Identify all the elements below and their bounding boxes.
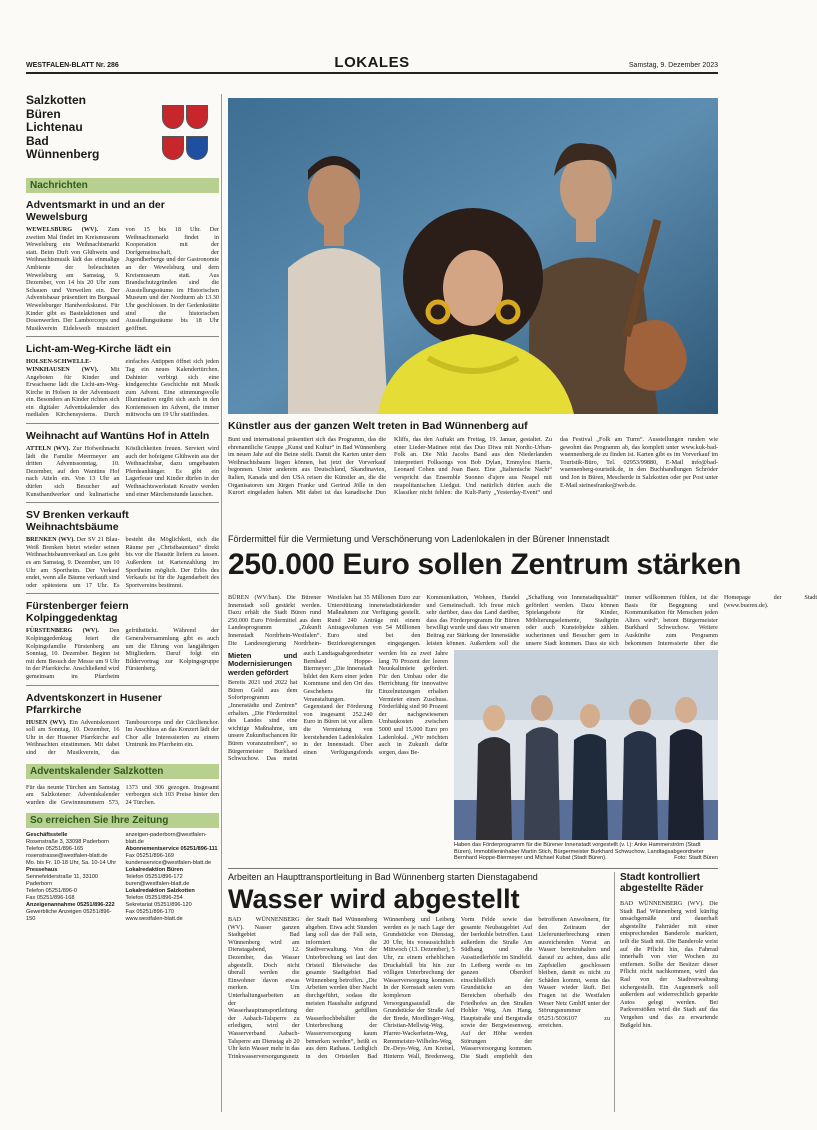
news-headline: Adventsmarkt in und an der Wewelsburg [26, 199, 165, 223]
imprint-line: Abonnementservice 05251/896-111 [125, 846, 218, 853]
advent-text: Für das neunte Türchen am Samstag am Salzkotener Adventskalender wurden die Gewinnnummern 573, 1373 und 306 gezogen. Insgesamt verborgen sich 103 Preise hinter den 24 Türchen. [26, 783, 219, 806]
imprint-line: Lokalredaktion Büren [125, 867, 184, 874]
news-text: Der SV 21 Blau-Weiß Brenken bietet wieder seinen Weihnachtsbaumverkauf an. Los geht es am Samstag, 9. Dezember, um 10 Uhr am Sportheim. Der Verkauf endet, wenn alle Bäume verkauft sind oder spätestens um 17 Uhr. Es besteht die Möglichkeit, sich die Räume per „Christbaumtaxi“ direkt bis vor die Haustür liefern zu lassen. Außerdem ist Kartenzahlung im Sportheim möglich. Der Erlös des Verkaufs ist für die Jugendarbeit des Sportvereins bestimmt. [26, 536, 219, 589]
coat-of-arms-icon [162, 136, 184, 160]
imprint-line: Telefon 05251/896-172 [125, 874, 183, 881]
story4 [620, 872, 718, 1029]
column-divider [221, 94, 222, 1112]
story2-kicker: Fördermittel für die Vermietung und Verschönerung von Ladenlokalen in der Bürener Innenstadt [228, 534, 610, 544]
news-headline: Fürstenberger feiern Kolpinggedenktag [26, 600, 129, 625]
imprint-line: Fax 05251/896-168 [26, 895, 75, 902]
story2 [228, 594, 817, 862]
imprint-line: anzeigen-paderborn@westfalen-blatt.de [125, 832, 207, 846]
imprint-line: Lokalredaktion Salzkotten [125, 888, 195, 895]
imprint-line: www.westfalen-blatt.de [125, 916, 183, 923]
news-headline: Adventskonzert in Husener Pfarrkirche [26, 691, 162, 716]
imprint-line: kundenservice@westfalen-blatt.de [125, 860, 212, 867]
story2-headline: 250.000 Euro sollen Zentrum stärken [228, 548, 742, 581]
news-headline: SV Brenken verkauft Weihnachtsbäume [26, 509, 129, 534]
photo-caption-headline: Künstler aus der ganzen Welt treten in Bad Wünnenberg auf [228, 420, 528, 432]
story2-left-columns [228, 650, 448, 763]
musicians-photo-illustration [228, 98, 718, 414]
section-label-news: Nachrichten [26, 178, 219, 193]
news-item [26, 692, 219, 757]
town-list [26, 94, 219, 164]
imprint-line: Telefon 05251/896-254 [125, 895, 183, 902]
news-text: Zum zweiten Mal findet im Kreismuseum Wewelsburg ein Weihnachtsmarkt statt. Beim Duft von Glühwein und Weihnachtsmusik lädt das einmalige Ambiente der beleuchteten Wewelsburg am Samstag, 9. Dezember, von 14 bis 20 Uhr zum Schauen und Verweilen ein. Der Adventsbasar präsentiert im Burgsaal Wewelsburger Handwerkskunst. Für Kinder gibt es Bastelaktionen und Dosenwerfen. Der Lamborcorps und Musikverein Eidelsweib musiziert von 15 bis 18 Uhr. Der Weihnachtsmarkt findet in Kooperation mit der Dorfgemeinschaft, der Jugendherberge und der Gastronomie an der Wewelsburg und dem Kreismuseum statt. Aus Brandschutzgründen sind die Ausstellungsräume im Historischen Museum und der Nordturm ab 13.30 Uhr geschlossen. In der Gedenkstätte sind die historischen Ausstellungsräume bis 18 Uhr geöffnet. [26, 226, 219, 332]
imprint-line: Gewerbliche Anzeigen 05251/896-150 [26, 909, 112, 923]
dateline: HOLSEN-SCHWELLE-WINKHAUSEN (WV). [26, 358, 99, 373]
news-item [26, 600, 219, 685]
left-sidebar [26, 94, 219, 1114]
news-item [26, 509, 219, 594]
dateline: ATTELN (WV). [26, 445, 71, 453]
news-item [26, 430, 219, 503]
divider [26, 336, 219, 337]
imprint-line: Telefon 05251/896-165 [26, 846, 84, 853]
news-text: Ein Adventskonzert soll am Sonntag, 10. Dezember, 16 Uhr in der Husener Pfarrkirche auf Weihnachten einstimmen. Mit dabei sind der Musikverein, das Tambourcorps und der Cäcilienchor. Im Anschluss an das Konzert lädt der Chor alle Interessierten zu einem Umtrunk ins Pfarrheim ein. [26, 718, 219, 756]
town-name: Bad [26, 133, 49, 148]
caption-text: Haben das Förderprogramm für die Bürener Innenstadt vorgestellt (v. l.): Anke Hammerström (Stadt Büren), Immobilieninhaber Martin Stich, Bürgermeister Burkhard Schwuchow, Landtagsabgeordneter Bernhard Hoppe-Biermeyer und Michael Kubat (Stadt Büren). [454, 842, 704, 862]
group-photo-caption [454, 842, 718, 862]
section-label-contact: So erreichen Sie Ihre Zeitung [26, 813, 219, 828]
news-headline: Weihnacht auf Wantüns Hof in Atteln [26, 430, 210, 443]
dateline: FÜRSTENBERG (WV). [26, 627, 99, 635]
imprint-line: Fax 05251/896-170 [125, 909, 175, 916]
imprint-line: Anzeigenannahme 05251/896-222 [26, 902, 115, 909]
musicians-photo [228, 98, 718, 414]
issue-date: Samstag, 9. Dezember 2023 [628, 62, 718, 69]
coat-of-arms-group [161, 104, 213, 166]
divider [26, 423, 219, 424]
imprint-line: Sennefelderstraße 11, 33100 Paderborn [26, 874, 99, 888]
town-name: Büren [26, 106, 61, 121]
group-photo [454, 650, 718, 840]
story3-kicker: Arbeiten an Haupttransportleitung in Bad Wünnenberg starten Dienstagabend [228, 872, 538, 882]
section-title: LOKALES [334, 54, 410, 71]
divider [26, 502, 219, 503]
dateline: BRENKEN (WV). [26, 536, 75, 544]
story1-text: Bunt und international präsentiert sich das Programm, das die ehrenamtliche Gruppe „Kunst und Kultur“ in Bad Wünnenberg im neuen Jahr auf die Beine stellt. Damit die Karten unter dem Weihnachtsbaum liegen können, hat jetzt der Vorverkauf begonnen. Unter anderem aus Deutschland, Skandinavien, Italien, Kanada und den USA reisen die Künstler an, die die Organisatoren um Jürgen Franke und Gertrud Jölle in den Kurort eingeladen haben. Mit dabei ist das kanadische Duo Kliffs, das den Auftakt am Freitag, 19. Januar, gestaltet. Zu einer Lieder-Matinee reist das Duo Diwa mit Nordic-Urban-Folk an. Die Niki Jacobs Band aus den Niederlanden interpretiert Folksongs von Bob Dylan, Emmylou Harris, Leonard Cohen und Joan Baez. Eine „Italienische Nacht“ verspricht das Ensemble Suonno d'ajere aus Neapel mit neapolitanischen Liedgut. Und natürlich dürfen auch die Klassiker nicht fehlen: die Kult-Party „Yesterday-Event“ und das Festival „Folk am Turm“. Ausstellungen runden wie gewohnt das Programm ab, das komplett unter www.kuk-bad-wuennenberg.de zu finden ist. Karten gibt es im Vorverkauf im Touristik-Büro, Tel. 02953/99880, E-Mail info@bad-wuennenberg-touristik.de, in den Buchhandlungen Schröder und Jon in Büren, Mescherde in Salzkotten oder per Post unter E-Mail steinesfranke@web.de. [228, 436, 718, 497]
photo-credit: Foto: Stadt Büren [674, 855, 718, 862]
imprint-line: Rosenstraße 3, 33098 Paderborn [26, 839, 110, 846]
imprint-line: rosenstrasse@westfalen-blatt.de [26, 853, 108, 860]
imprint-line: buren@westfalen-blatt.de [125, 881, 190, 888]
story2-text-left: Bereits 2021 und 2022 hat Büren Geld aus dem Sofortprogramm „Innenstädte und Zentren“ erhalten. „Die Fördermittel des Landes sind eine wichtige Maßnahme, um unsere Zukunftschancen für Büren voranzutreiben“, so Bürgermeister Burkhard Schwuchow. Das meint auch Landtagsabgeordneter Bernhard Hoppe-Biermeyer: „Die Innenstadt bildet den Kern einer jeden Kommune und den Ort des Geschehens für Veranstaltungen. Gegenstand der Förderung von insgesamt 252.240 Euro in Büren ist vor allem die Vermietung von leerstehenden Ladenlokalen in der Innenstadt. Über einen Verfügungsfonds werden bis zu zwei Jahre lang 70 Prozent der leeren Neuokaltmiete gefördert. Für den Umbau oder die Herrichtung für innovative Einzelnutzungen erhalten Vermieter einen Zuschuss. Förderfähig sind 90 Prozent der nachgewiesenen Umbaukosten zwischen 5000 und 15.000 Euro pro Ladenlokal. „Wir möchten auch in Zukunft dafür sorgen, dass Be- [228, 650, 448, 763]
dateline: WEWELSBURG (WV). [26, 226, 99, 233]
dateline: HUSEN (WV). [26, 718, 67, 726]
news-text: Zur Hofweihnacht lädt die Familie Meermeyer am dritten Adventssonntag, 10. Dezember, auf den Wantüns Hof nach Atteln ein. Von 13 Uhr an dürfen sich Besucher auf Kunsthandwerker und kulinarische Köstlichkeiten freuen. Serviert wird auch der hofeigene Glühwein aus der Weihnachtsbar, dazu umgebauten Pferdeanhänger. Es gibt ein Lagerfeuer und Kinder dürfen in der Weihnachtswerkstatt Kreativ werden und einer Märchenstunde lauschen. [26, 445, 219, 498]
divider [26, 593, 219, 594]
news-text: Den Kolpinggedenktag feiert die Kolpingsfamilie Fürstenberg am Sonntag, 10. Dezember. Beginn ist mit dem Besuch der Messe um 9 Uhr in der Pfarrkirche. Anschließend wird gemeinsam im Pfarrheim gefrühstückt. Während der Generalversammlung gibt es auch um die Ehrung von langjährigen Mitgliedern. Daruf folgt ein Bildervortrag zur Kolpingsgruppe Fürstenberg. [26, 627, 219, 680]
section-label-advent: Adventskalender Salzkotten [26, 764, 219, 779]
story4-text: BAD WÜNNENBERG (WV). Die Stadt Bad Wünnenberg wird künftig unsachgemäße und dauerhaft abgestellte Fahrräder mit einer entsprechenden Banderole markiert, teilt die Stadt mit. Die Banderole weist auf die Pflicht hin, das Fahrrad innerhalb von vier Wochen zu entfernen. Sollte der Besitzer dieser Pflicht nicht nachkommen, wird das Rad von der Stadtverwaltung sichergestellt. Ein Augenmerk soll außerdem auf widerrechtlich geparkte Autos gelegt werden. Bei Parkverstößen wird die Stadt auf das Vergehen und das zu erwartende Bußgeld hin. [620, 900, 718, 1029]
imprint [26, 832, 219, 923]
town-name: Salzkotten [26, 93, 87, 107]
story3-text: BAD WÜNNENBERG (WV). Nasser ganzen Stadtgebiet Bad Wünnenberg wird am Dienstagabend, 12. Dezember, das Wasser abgestellt. Doch nicht überall werden die Einwohner davon etwas merken. Um Unterhaltungsarbeiten an der Wasserhauptransportleitung der Aabach-Talsperre zu erledigen, wird der Wasserverband Aabach-Talsperre am Dienstag ab 20 Uhr kein Wasser mehr in das Trinkwasserversorgungsnetz der Stadt Bad Wünnenberg abgeben. Etwa acht Stunden lang soll das der Fall sein, informiert die Stadtverwaltung. Von der Unterbrechung sei laut den Ortsteil Bleiwäsche das gesamte Stadtgebiet Bad Wünnenberg betroffen. „Die Arbeiten werden über Nacht durchgeführt, sodass die meisten Haushalte aufgrund der gefüllten Wasserhochbehälter die Unterbrechung der Wasserversorgung kaum bemerken werden“, heißt es aus dem Rathaus. Lediglich in den Ortsteilen Bad Wünnenberg und Leiberg werden es je nach Lage der Grundstücke von Dienstag, 20 Uhr, bis voraussichtlich Mittwoch (13. Dezember), 5 Uhr, zu einem erheblichen Druckabfall bis hin zur völligen Unterbrechung der Wasserversorgung kommen. In der Kernstadt seien vom komplexen Versorgungsausfall die Grundstücke der Straße Auf der Brede, Mordlinger-Weg, Christian-Mellwig-Weg, Pfarrer-Wackerheim-Weg, Rennmeister-Wilhelm-Weg, Dr.-Deys-Weg, Am Kreisel, Hinterm Wall, Bredenweg, Vorm Felde sowie das gesamte Neubaugebiet Auf der Iserkuhle betroffen. Laut außerdem die Straße Am Südhang und die Ausstiedlerhöfe im Sindfeld. In Leiberg werde es im ganzen Oberdorf einschließlich der Grundstücke an den Bereichen oberhalb des Friedhofes an den Straßen Hohler Weg, Am Hang, Hauptstraße und Bergstraße sowie der Bergwiesenweg. Auf der Höhe werden Störungen der Wasserversorgung kommen. Die Stadt empfiehlt den betroffenen Anwohnern, für den Zeitraum der Lieferunterbrechung einen ausreichenden Vorrat an Wasser bereitzuhalten und darauf zu achten, dass alle Zapfstellen geschlossen bleiben, damit es nicht zu Schäden kommt, wenn das Wasser wieder läuft. Bei Fragen ist die Westfalen Weser Netz GmbH unter der Störungsnummer 05251/5036107 zu erreichen. [228, 916, 610, 1060]
coat-of-arms-icon [162, 105, 184, 129]
story2-subhead: Mieten und Modernisierungen werden gefördert [228, 651, 298, 677]
news-headline: Licht-am-Weg-Kirche lädt ein [26, 343, 172, 356]
town-name: Lichtenau [26, 120, 83, 134]
imprint-line: Geschäftsstelle [26, 832, 68, 839]
imprint-line: Fax 05251/896-169 [125, 853, 175, 860]
town-name: Wünnenberg [26, 147, 100, 161]
news-text: Mit Angeboten für Kinder und Erwachsene lädt die Licht-am-Weg-Kirche in Holsen in der Adventszeit ein. Besonders an Kinder richten sich ein digitaler Adventskalender des medialen Kirchensystems. Durch einfaches Antippen öffnet sich jeden Tag ein neues Kalendertürchen. Dahinter verbirgt sich eine kindgerechte Geschichte mit Musik zum Advent. Eine stimmungsvolle Illumination ergibt sich auch in den Koniemessen im Advent, die immer mittwochs um 19 Uhr stattfinden. [26, 358, 219, 419]
story4-headline: Stadt kontrolliert abgestellte Räder [620, 872, 704, 894]
imprint-line: Pressehaus [26, 867, 58, 874]
coat-of-arms-icon [186, 105, 208, 129]
column-divider [614, 872, 615, 1112]
divider [26, 685, 219, 686]
group-photo-illustration [454, 650, 718, 840]
imprint-line: Telefon 05251/896-0 [26, 888, 78, 895]
imprint-line: Sekretariat 05251/896-120 [125, 902, 192, 909]
news-item [26, 199, 219, 337]
story3-headline: Wasser wird abgestellt [228, 884, 520, 914]
newspaper-issue: WESTFALEN-BLATT Nr. 286 [26, 62, 119, 69]
imprint-line: Mo. bis Fr. 10-18 Uhr, Sa. 10-14 Uhr [26, 860, 117, 867]
page-header [26, 54, 718, 74]
story2-text-top: BÜREN (WV/han). Die Bürener Innenstadt soll gestärkt werden. Dazu erhält die Stadt Büren rund 250.000 Euro Fördermittel aus dem Landesprogramm „Zukunft Innenstadt Nordrhein-Westfalen“. Die Landesregierung Nordrhein-Westfalen hat 35 Millionen Euro zur Unterstützung innenstadtstärkender Maßnahmen zur Verfügung gestellt. Rund 240 Anträge mit einem Antragsvolumen von 54 Millionen Euro sind bei den Bezirksregierungen eingegangen. Kommunikation, Wohnen, Handel und Gemeinschaft. Ich freue mich sehr darüber, dass das Land darüber, dass das Förderprogramm für Büren bewilligt wurde und dass wir unseren Beitrag zur Stärkung der Innenstädte leisten können. Außerdem soll die „Schaffung von Innenstadtqualität“ gefördert werden. Dazu können Spielangebote für Kinder, Möblierungselemente, Stadtgrün oder auch Kunstobjekte zählen. sucherinnen und Besucher gern in unsere Stadt kommen. Dass sie sich immer willkommen fühlen, ist die Basis für Begegnung und Kommunikation für Menschen jeden Alters wird“, betont Bürgermeister Burkhard Schwuchow. Weitere Auskünfte zum Programm bekommen Interessierte über die Homepage der Stadt (www.bueren.de). [228, 594, 817, 647]
coat-of-arms-icon [186, 136, 208, 160]
news-item [26, 343, 219, 424]
horizontal-divider [228, 868, 718, 869]
